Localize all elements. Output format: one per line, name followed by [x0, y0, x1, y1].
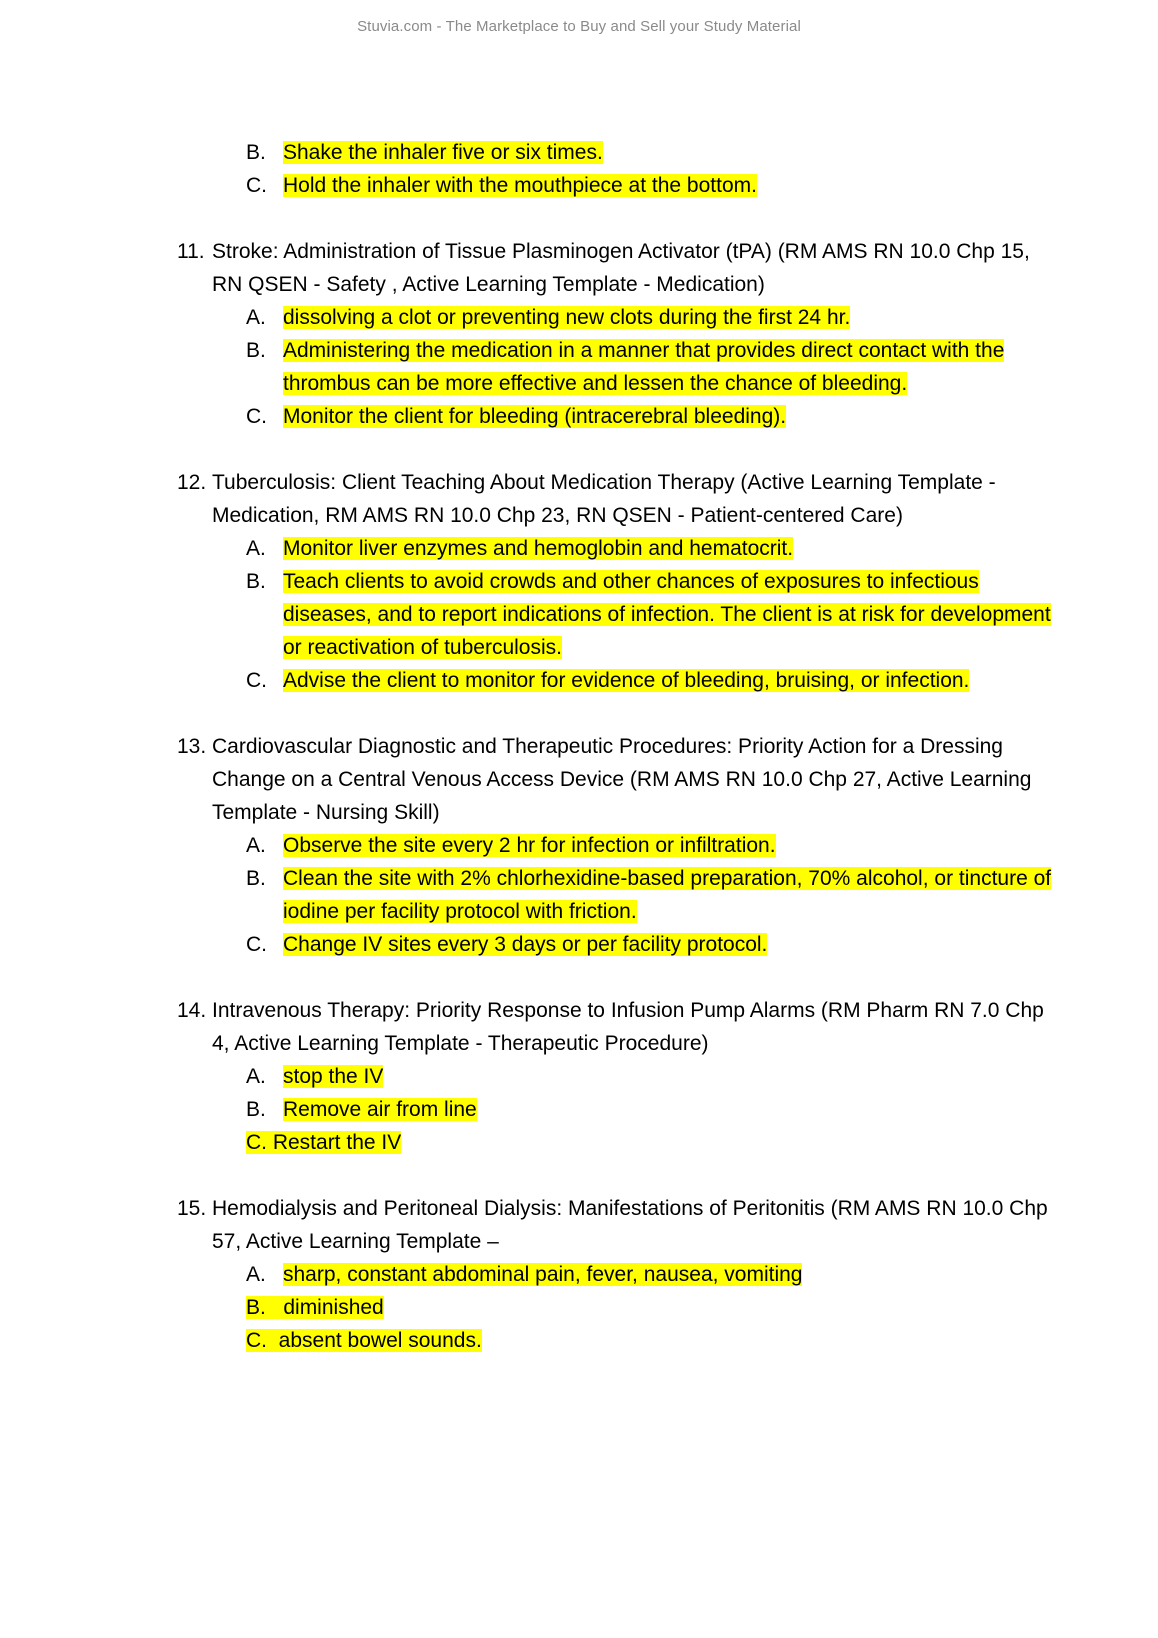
option-text: Advise the client to monitor for evidence of bleeding, bruising, or infection. — [283, 669, 970, 692]
question-13 — [0, 730, 1057, 829]
option-letter: B. — [246, 339, 266, 362]
question-title: Hemodialysis and Peritoneal Dialysis: Manifestations of Peritonitis (RM AMS RN 10.0 Chp 57, Active Learning Template – — [212, 1197, 1048, 1253]
option-14-b — [0, 1093, 1053, 1126]
option-text: Observe the site every 2 hr for infection or infiltration. — [283, 834, 776, 857]
option-letter: A. — [246, 834, 266, 857]
question-14 — [0, 994, 1057, 1060]
option-10-b — [0, 136, 1053, 169]
question-number: 11. — [177, 240, 205, 263]
option-12-b — [0, 565, 1053, 664]
option-text: Shake the inhaler five or six times. — [283, 141, 603, 164]
option-letter: B. — [246, 867, 266, 890]
option-letter: A. — [246, 306, 266, 329]
stuvia-watermark: Stuvia.com - The Marketplace to Buy and Sell your Study Material — [357, 18, 801, 35]
question-title: Intravenous Therapy: Priority Response to Infusion Pump Alarms (RM Pharm RN 7.0 Chp 4, Active Learning Template - Therapeutic Procedure) — [212, 999, 1044, 1055]
option-letter: A. — [246, 1263, 266, 1286]
option-text: stop the IV — [283, 1065, 384, 1088]
document-content — [0, 136, 1158, 1357]
question-number: 15. — [177, 1197, 207, 1220]
option-13-b — [0, 862, 1053, 928]
option-letter: C. — [246, 405, 267, 428]
option-text: Hold the inhaler with the mouthpiece at the bottom. — [283, 174, 757, 197]
question-title: Stroke: Administration of Tissue Plasminogen Activator (tPA) (RM AMS RN 10.0 Chp 15, RN QSEN - Safety , Active Learning Template - Medication) — [212, 240, 1030, 296]
option-11-a — [0, 301, 1053, 334]
option-11-c — [0, 400, 1053, 433]
option-15-a — [0, 1258, 1053, 1291]
option-11-b — [0, 334, 1053, 400]
option-14-c — [0, 1126, 1158, 1159]
question-number: 12. — [177, 471, 207, 494]
option-letter: C. — [246, 669, 267, 692]
option-text: dissolving a clot or preventing new clots during the first 24 hr. — [283, 306, 851, 329]
question-title: Cardiovascular Diagnostic and Therapeutic Procedures: Priority Action for a Dressing Change on a Central Venous Access Device (RM AMS RN 10.0 Chp 27, Active Learning Template - Nursing Skill) — [212, 735, 1032, 824]
question-12 — [0, 466, 1057, 532]
option-text: Remove air from line — [283, 1098, 477, 1121]
option-14-a — [0, 1060, 1053, 1093]
option-text: Clean the site with 2% chlorhexidine-based preparation, 70% alcohol, or tincture of iodine per facility protocol with friction. — [283, 867, 1052, 923]
option-letter: B. — [246, 141, 266, 164]
option-15-c — [0, 1324, 1158, 1357]
question-11 — [0, 235, 1057, 301]
option-letter: C. — [246, 174, 267, 197]
question-number: 14. — [177, 999, 207, 1022]
option-10-c — [0, 169, 1053, 202]
option-12-c — [0, 664, 1053, 697]
option-13-a — [0, 829, 1053, 862]
option-letter: B. — [246, 570, 266, 593]
option-letter: A. — [246, 1065, 266, 1088]
option-12-a — [0, 532, 1053, 565]
question-number: 13. — [177, 735, 207, 758]
option-text: sharp, constant abdominal pain, fever, nausea, vomiting — [283, 1263, 803, 1286]
option-letter: B. — [246, 1098, 266, 1121]
option-letter: A. — [246, 537, 266, 560]
option-text: B. diminished — [246, 1296, 384, 1319]
question-title: Tuberculosis: Client Teaching About Medication Therapy (Active Learning Template - Medication, RM AMS RN 10.0 Chp 23, RN QSEN - Patient-centered Care) — [212, 471, 996, 527]
option-text: Administering the medication in a manner that provides direct contact with the thrombus can be more effective and lessen the chance of bleeding. — [283, 339, 1005, 395]
option-15-b — [0, 1291, 1158, 1324]
option-text: Monitor liver enzymes and hemoglobin and hematocrit. — [283, 537, 794, 560]
option-letter: C. — [246, 933, 267, 956]
question-15 — [0, 1192, 1057, 1258]
option-text: Monitor the client for bleeding (intracerebral bleeding). — [283, 405, 787, 428]
option-text: Teach clients to avoid crowds and other chances of exposures to infectious diseases, and to report indications of infection. The client is at risk for development or reactivation of tuberculosis. — [283, 570, 1051, 659]
option-text: Change IV sites every 3 days or per facility protocol. — [283, 933, 768, 956]
option-text: C. Restart the IV — [246, 1131, 402, 1154]
option-text: C. absent bowel sounds. — [246, 1329, 482, 1352]
option-13-c — [0, 928, 1053, 961]
